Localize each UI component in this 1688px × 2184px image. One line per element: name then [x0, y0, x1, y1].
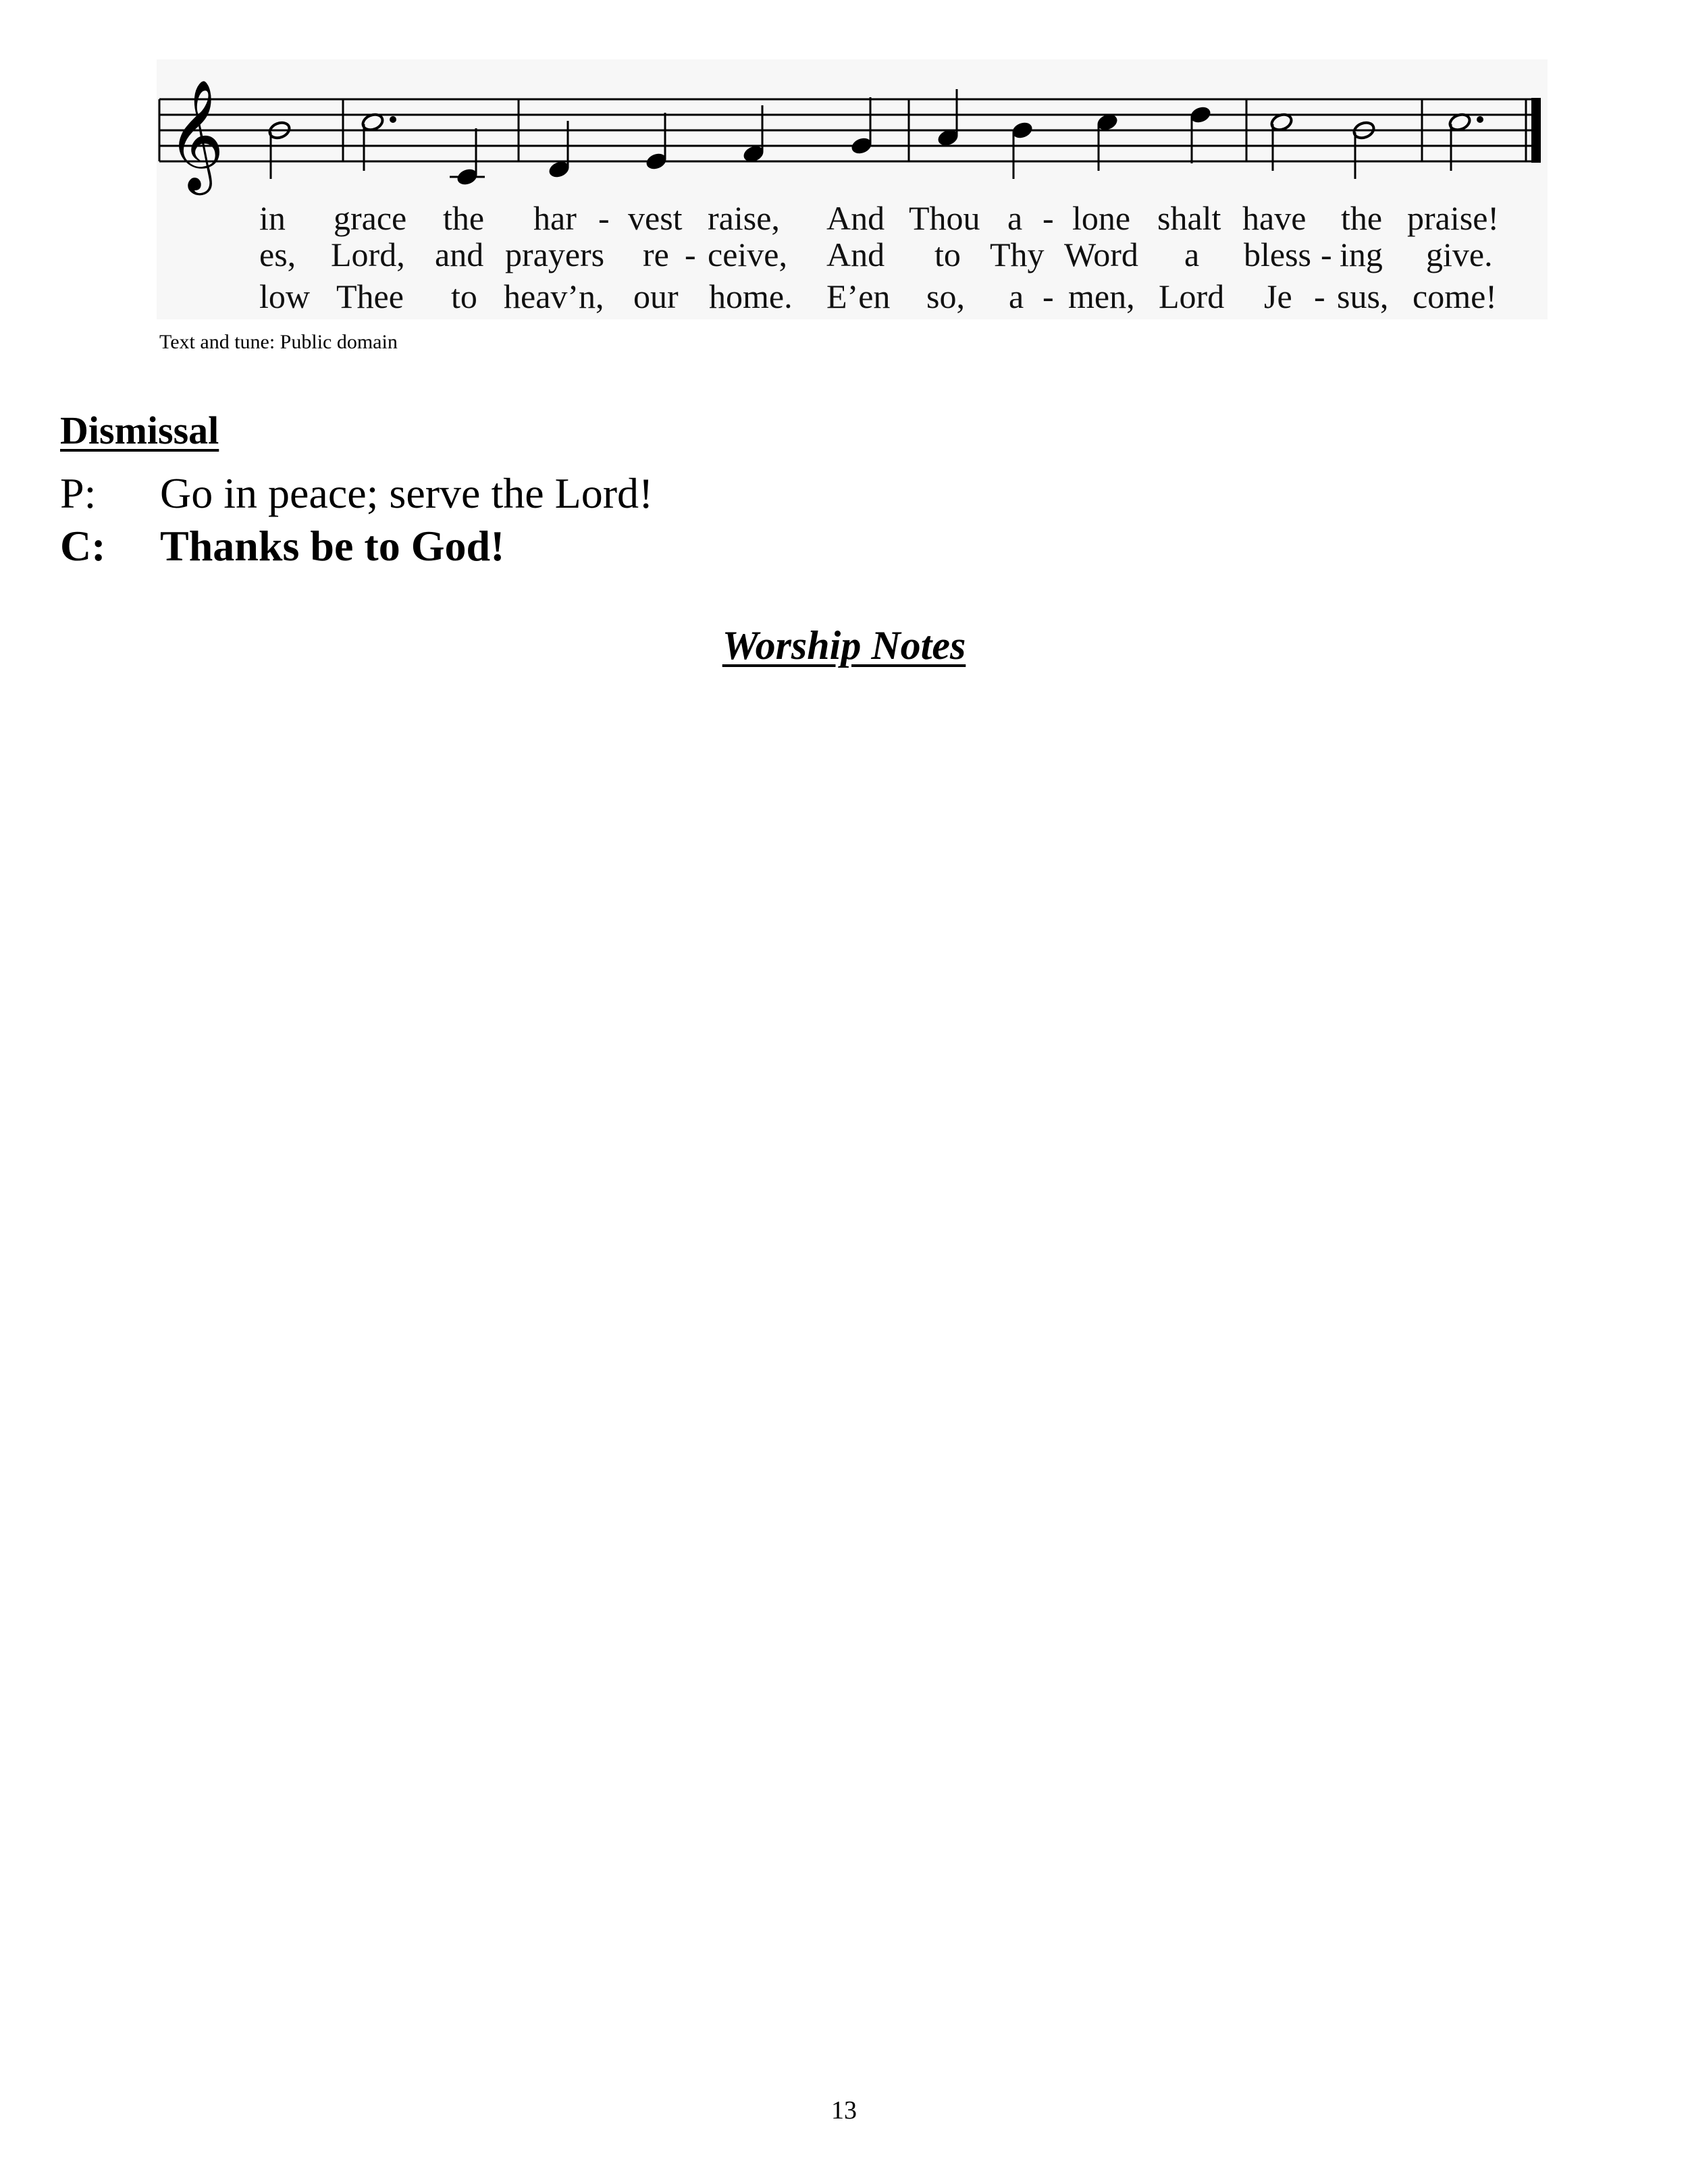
lyric-syllable: shalt [1157, 199, 1221, 237]
note-icon [936, 89, 960, 148]
lyric-syllable: - [685, 236, 696, 273]
lyric-syllable: And [826, 199, 885, 237]
lyric-syllable: a [1007, 199, 1023, 237]
congregation-label: C: [60, 522, 106, 570]
lyric-syllable: the [1341, 199, 1383, 237]
lyric-syllable: ceive, [708, 236, 787, 273]
lyric-syllable: ing [1340, 236, 1383, 273]
lyric-syllable: men, [1068, 277, 1135, 315]
lyric-syllable: - [1043, 199, 1054, 237]
lyric-syllable: har [533, 199, 577, 237]
note-icon [1188, 105, 1213, 163]
hymn-staff [0, 0, 1688, 324]
lyric-syllable: Je [1264, 277, 1292, 315]
lyric-syllable: Thy [990, 236, 1045, 273]
lyric-syllable: Thou [909, 199, 980, 237]
lyric-syllable: to [934, 236, 961, 273]
lyric-syllable: Word [1064, 236, 1138, 273]
lyric-syllable: prayers [505, 236, 605, 273]
lyric-syllable: heav’n, [504, 277, 604, 315]
pastor-text: Go in peace; serve the Lord! [160, 469, 654, 517]
congregation-text: Thanks be to God! [160, 522, 505, 570]
pastor-line [60, 469, 653, 518]
lyric-syllable: E’en [826, 277, 891, 315]
lyric-syllable: a [1009, 277, 1024, 315]
lyric-syllable: the [443, 199, 485, 237]
lyric-syllable: grace [334, 199, 407, 237]
lyric-syllable: praise! [1407, 199, 1500, 237]
barline-final-thick [1531, 98, 1541, 163]
lyric-syllable: so, [926, 277, 965, 315]
lyric-syllable: come! [1413, 277, 1497, 315]
note-icon [849, 97, 874, 156]
congregation-line [60, 521, 504, 571]
lyric-syllable: - [1043, 277, 1054, 315]
lyric-syllable: and [435, 236, 484, 273]
lyric-syllable: vest [628, 199, 683, 237]
note-icon [450, 128, 485, 187]
note-icon [1010, 120, 1034, 179]
hymn-credit: Text and tune: Public domain [159, 331, 398, 353]
lyric-syllable: raise, [708, 199, 780, 237]
treble-clef-icon: 𝄞 [167, 79, 224, 190]
lyric-syllable: our [633, 277, 679, 315]
lyric-syllable: lone [1072, 199, 1131, 237]
note-icon [267, 120, 292, 179]
lyric-syllable: low [259, 277, 310, 315]
lyric-syllable: - [598, 199, 610, 237]
lyric-syllable: sus, [1337, 277, 1389, 315]
lyric-syllable: give. [1426, 236, 1493, 273]
worship-notes-heading: Worship Notes [722, 623, 966, 668]
lyric-syllable: - [1314, 277, 1325, 315]
lyric-syllable: Lord [1159, 277, 1225, 315]
lyric-syllable: bless [1244, 236, 1311, 273]
page-number: 13 [831, 2096, 857, 2125]
lyric-syllable: Thee [336, 277, 404, 315]
lyric-syllable: - [1321, 236, 1332, 273]
lyric-syllable: re [643, 236, 669, 273]
lyric-syllable: home. [709, 277, 793, 315]
lyric-syllable: Lord, [331, 236, 405, 273]
lyric-syllable: a [1184, 236, 1200, 273]
lyric-syllable: And [826, 236, 885, 273]
lyric-syllable: in [259, 199, 286, 237]
note-icon [1352, 120, 1376, 179]
lyric-syllable: to [451, 277, 477, 315]
pastor-label: P: [60, 469, 97, 517]
note-icon [644, 113, 668, 171]
worship-notes-heading-row [0, 622, 1688, 669]
lyric-syllable: es, [259, 236, 296, 273]
lyric-syllable: have [1242, 199, 1307, 237]
dismissal-heading: Dismissal [60, 408, 219, 452]
